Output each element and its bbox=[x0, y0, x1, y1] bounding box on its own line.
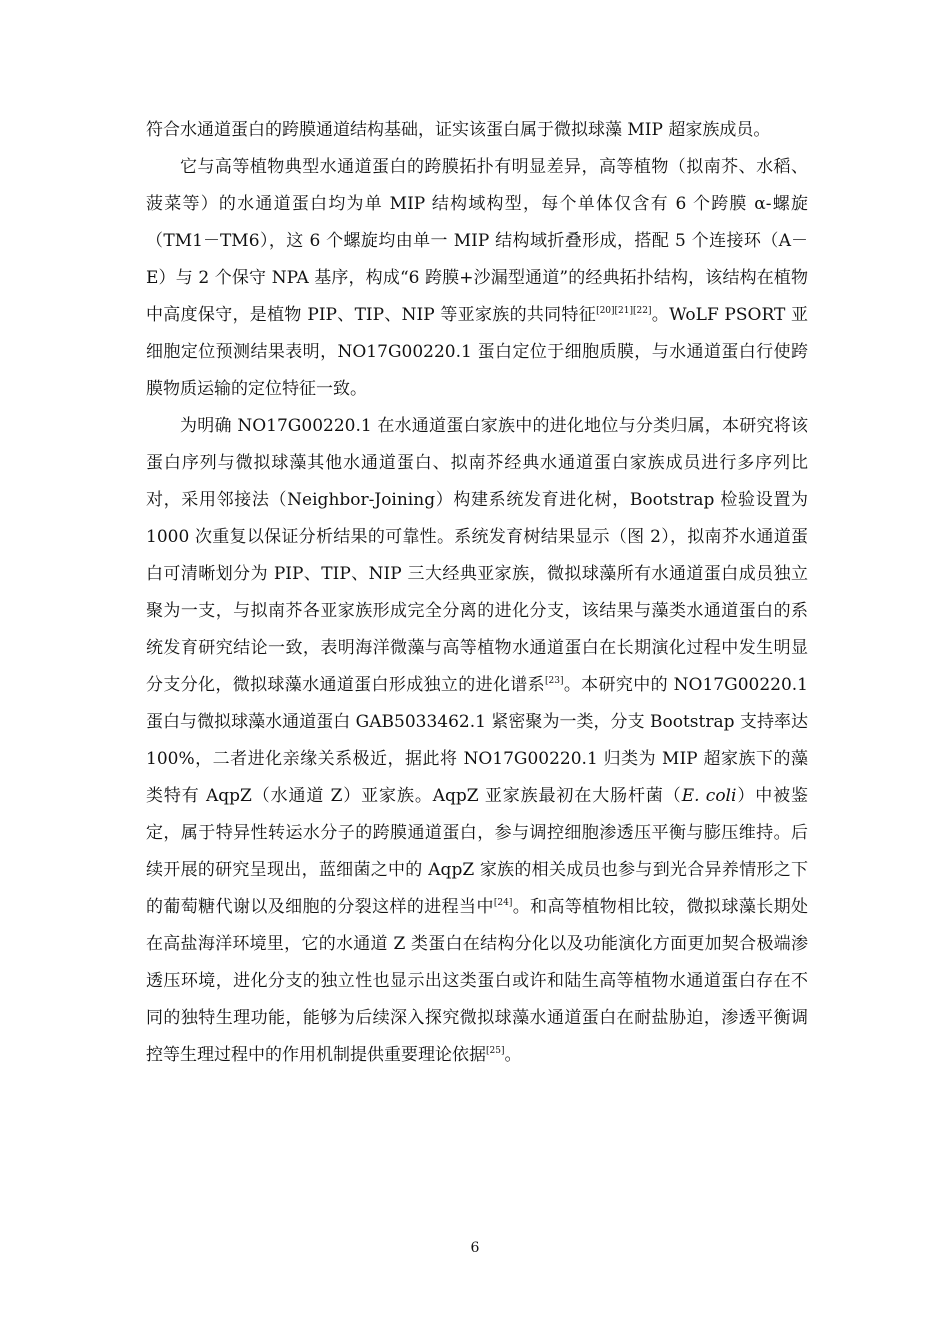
paragraph-1 bbox=[146, 112, 808, 149]
text-segment: 为明确 NO17G00220.1 在水通道蛋白家族中的进化地位与分类归属，本研究将该蛋白序列与微拟球藻其他水通道蛋白、拟南芥经典水通道蛋白家族成员进行多序列比对，采用邻接法（Neighbor-Joining）构建系统发育进化树，Bootstrap 检验设置为 1000 次重复以保证分析结果的可靠性。系统发育树结果显示（图 2），拟南芥水通道蛋白可清晰划分为 PIP、TIP、NIP 三大经典亚家族，微拟球藻所有水通道蛋白成员独立聚为一支，与拟南芥各亚家族形成完全分离的进化分支，该结果与藻类水通道蛋白的系统发育研究结论一致，表明海洋微藻与高等植物水通道蛋白在长期演化过程中发生明显分支分化，微拟球藻水通道蛋白形成独立的进化谱系 bbox=[146, 416, 808, 695]
paragraph-2 bbox=[146, 149, 808, 408]
citation: [25] bbox=[486, 1046, 505, 1056]
body-text bbox=[146, 112, 808, 1074]
text-segment: 。WoLF PSORT 亚细胞定位预测结果表明，NO17G00220.1 蛋白定位于细胞质膜，与水通道蛋白行使跨膜物质运输的定位特征一致。 bbox=[146, 305, 808, 399]
citation: [20][21][22] bbox=[596, 306, 652, 316]
citation: [24] bbox=[493, 898, 513, 908]
paragraph-3 bbox=[146, 408, 808, 1074]
page-number: 6 bbox=[470, 1240, 480, 1256]
italic-term: E. coli bbox=[681, 786, 737, 806]
text-segment: ）中被鉴定，属于特异性转运水分子的跨膜通道蛋白，参与调控细胞渗透压平衡与膨压维持。后续开展的研究呈现出，蓝细菌之中的 AqpZ 家族的相关成员也参与到光合异养情形之下的葡萄糖代谢以及细胞的分裂这样的进程当中 bbox=[146, 786, 809, 917]
text-segment: 。本研究中的 NO17G00220.1 蛋白与微拟球藻水通道蛋白 GAB5033462.1 紧密聚为一类，分支 Bootstrap 支持率达 100%，二者进化亲缘关系极近，据此将 NO17G00220.1 归类为 MIP 超家族下的藻类特有 AqpZ（水通道 Z）亚家族。AqpZ 亚家族最初在大肠杆菌（ bbox=[146, 675, 808, 806]
text-segment: 符合水通道蛋白的跨膜通道结构基础，证实该蛋白属于微拟球藻 MIP 超家族成员。 bbox=[146, 120, 771, 140]
text-segment: 。和高等植物相比较，微拟球藻长期处在高盐海洋环境里，它的水通道 Z 类蛋白在结构分化以及功能演化方面更加契合极端渗透压环境，进化分支的独立性也显示出这类蛋白或许和陆生高等植物水通道蛋白存在不同的独特生理功能，能够为后续深入探究微拟球藻水通道蛋白在耐盐胁迫，渗透平衡调控等生理过程中的作用机制提供重要理论依据 bbox=[146, 897, 809, 1065]
text-segment: 它与高等植物典型水通道蛋白的跨膜拓扑有明显差异，高等植物（拟南芥、水稻、菠菜等）的水通道蛋白均为单 MIP 结构域构型，每个单体仅含有 6 个跨膜 α-螺旋（TM1－TM6），这 6 个螺旋均由单一 MIP 结构域折叠形成，搭配 5 个连接环（A－E）与 2 个保守 NPA 基序，构成“6 跨膜+沙漏型通道”的经典拓扑结构，该结构在植物中高度保守，是植物 PIP、TIP、NIP 等亚家族的共同特征 bbox=[146, 157, 808, 325]
text-segment: 。 bbox=[504, 1045, 522, 1065]
citation: [23] bbox=[545, 676, 564, 686]
